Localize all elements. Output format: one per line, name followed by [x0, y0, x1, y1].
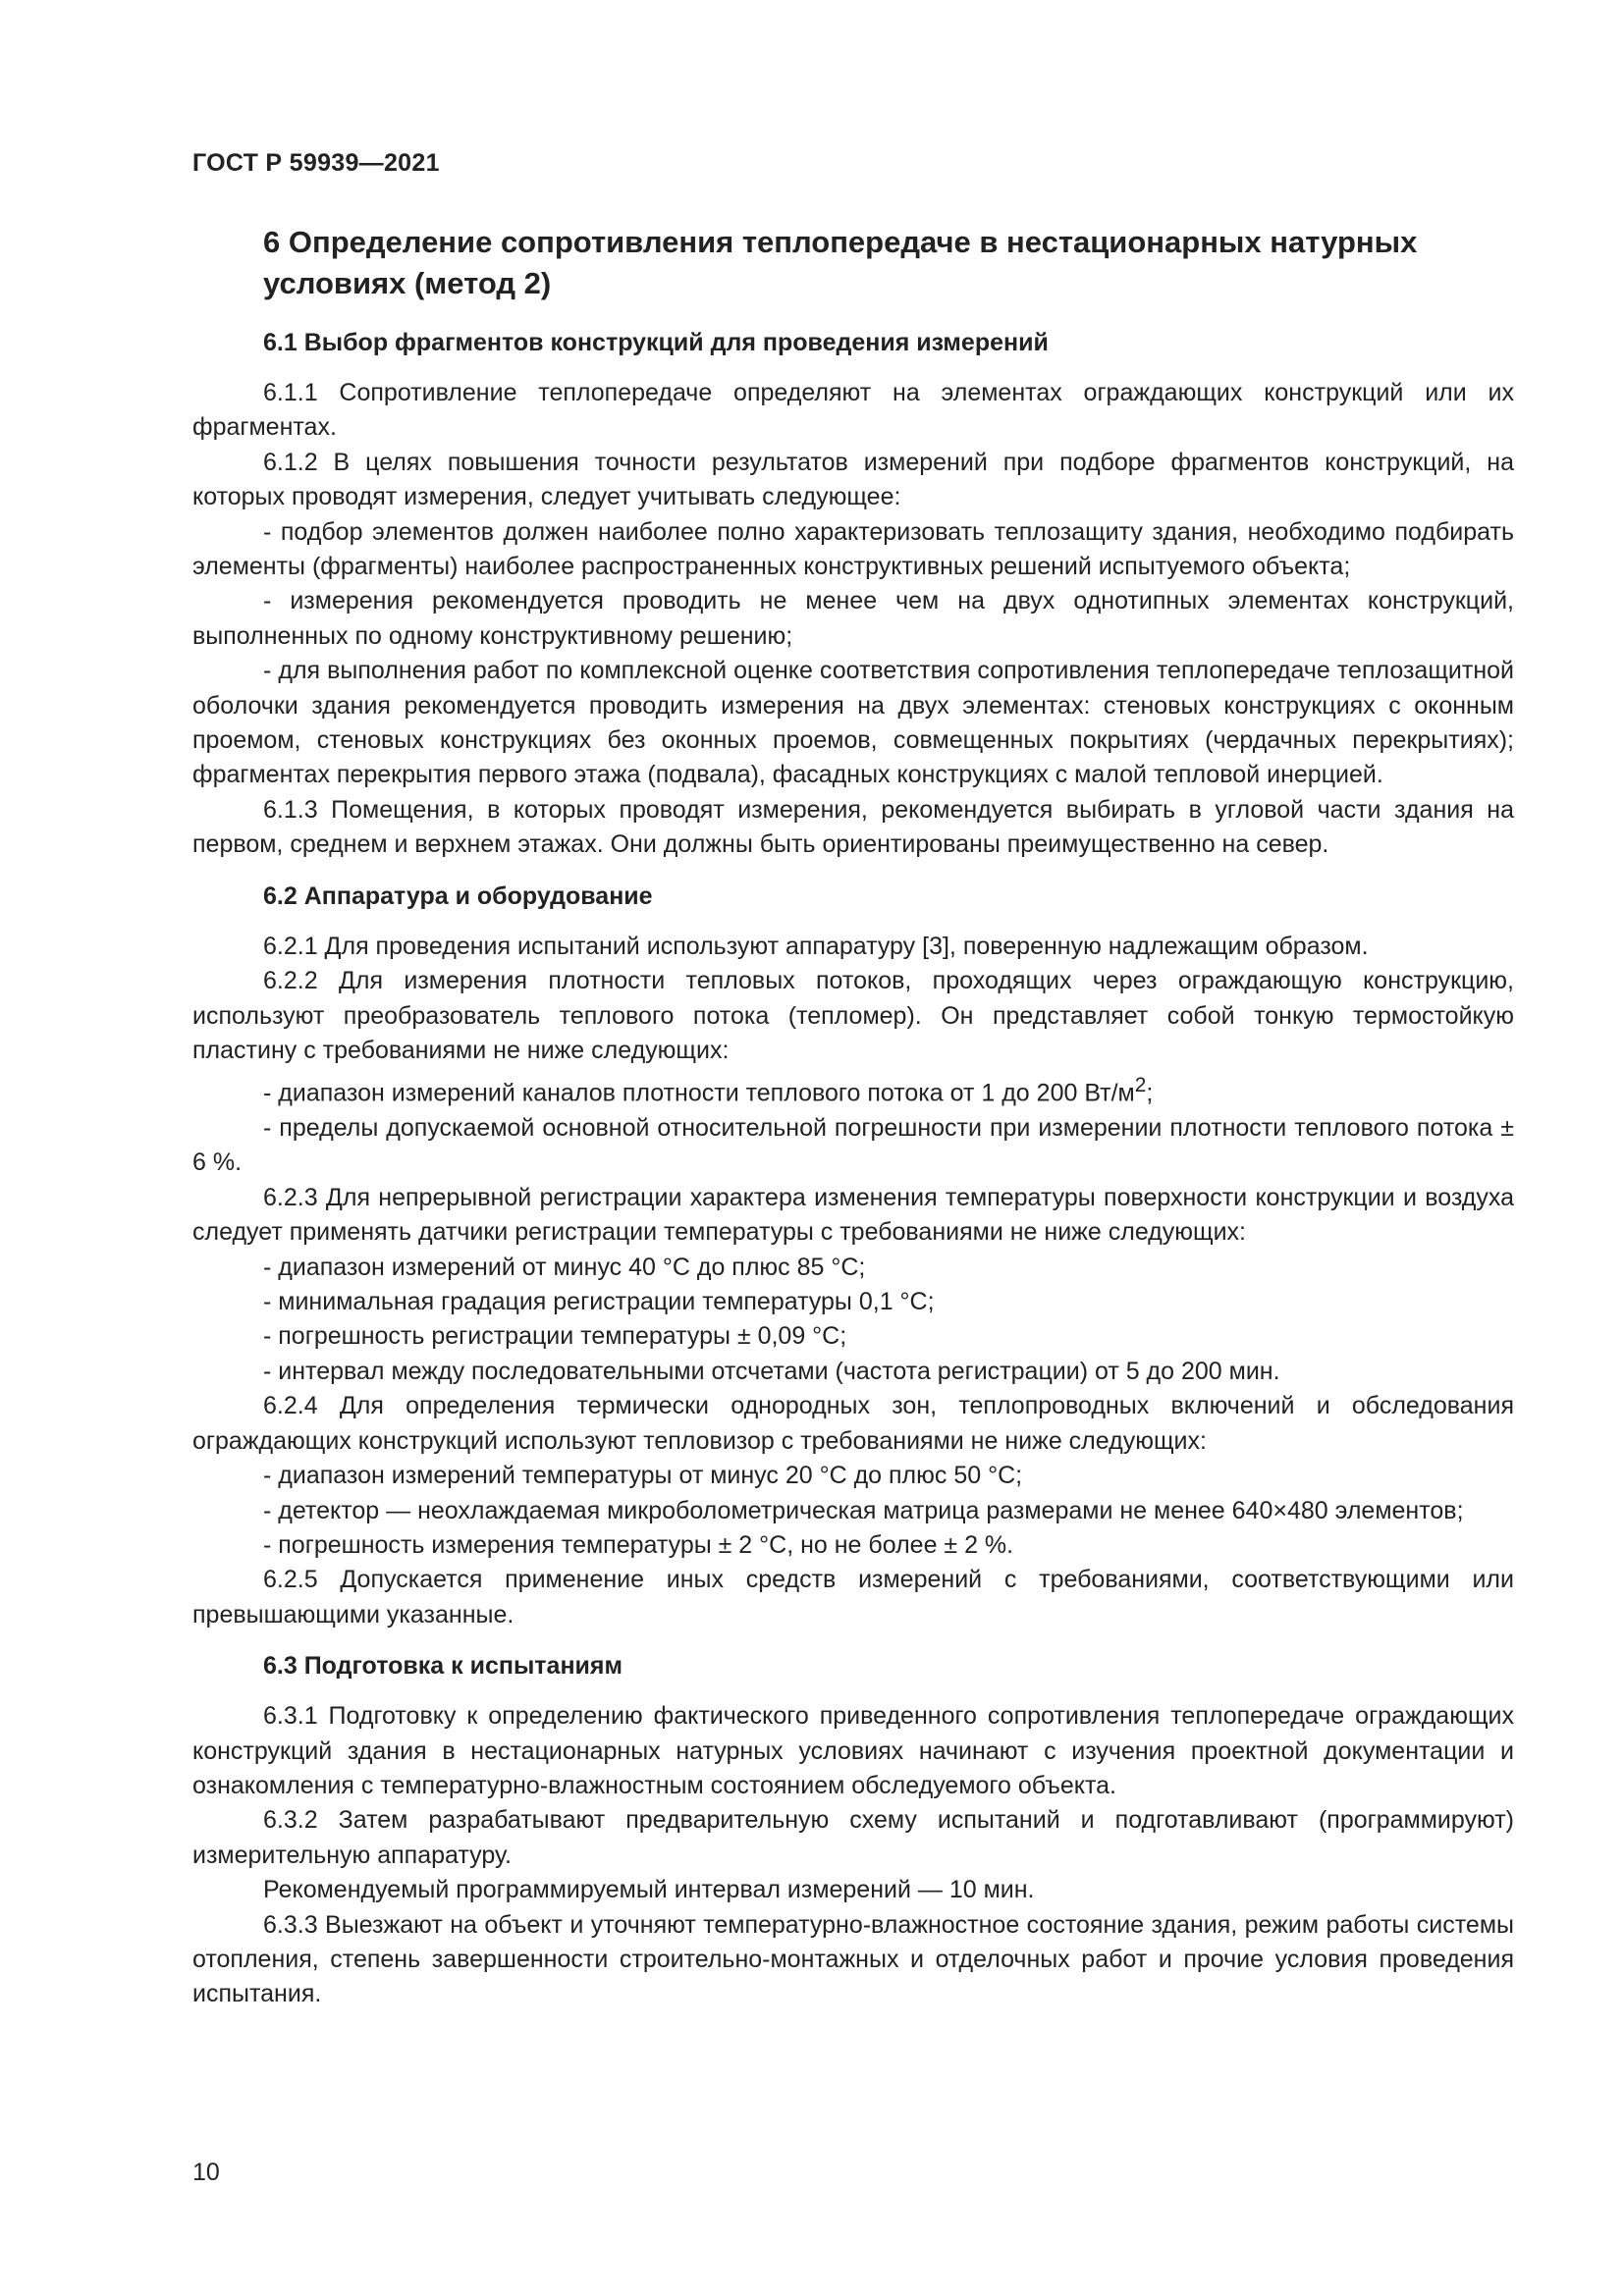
- page-number: 10: [192, 2159, 220, 2186]
- subsection-6-3-title: 6.3 Подготовка к испытаниям: [263, 1652, 623, 1681]
- paragraph-6-2-3: 6.2.3 Для непрерывной регистрации характера изменения температуры поверхности конструкции и воздуха следует применять датчики регистрации температуры с требованиями не ниже следующих:: [192, 1183, 1514, 1247]
- superscript-exponent: 2: [1134, 1074, 1147, 1097]
- list-item: - измерения рекомендуется проводить не менее чем на двух однотипных элементах конструкций, выполненных по одному конструктивному решению;: [192, 587, 1514, 650]
- paragraph-6-3-2: 6.3.2 Затем разрабатывают предварительную схему испытаний и подготавливают (программируют) измерительную аппаратуру.: [192, 1806, 1514, 1869]
- paragraph-6-2-4: 6.2.4 Для определения термически однородных зон, теплопроводных включений и обследования ограждающих конструкций используют тепловизор с требованиями не ниже следующих:: [192, 1392, 1514, 1455]
- list-item: - диапазон измерений от минус 40 °С до плюс 85 °С;: [263, 1253, 866, 1281]
- subsection-6-1-title: 6.1 Выбор фрагментов конструкций для проведения измерений: [263, 329, 1049, 356]
- paragraph-6-3-3: 6.3.3 Выезжают на объект и уточняют температурно-влажностное состояние здания, режим работы системы отопления, степень завершенности строительно-монтажных и отделочных работ и прочие условия проведения испытания.: [192, 1910, 1514, 2008]
- paragraph-6-3-1: 6.3.1 Подготовку к определению фактического приведенного сопротивления теплопередаче ограждающих конструкций здания в нестационарных натурных условиях начинают с изучения проектной документации и ознакомления с температурно-влажностным состоянием обследуемого объекта.: [192, 1702, 1514, 1799]
- page-content: [192, 222, 1514, 2012]
- list-item: - диапазон измерений температуры от минус 20 °С до плюс 50 °С;: [263, 1462, 1023, 1490]
- paragraph-recommended-interval: Рекомендуемый программируемый интервал измерений — 10 мин.: [263, 1876, 1035, 1904]
- list-item: [192, 1068, 1514, 1111]
- list-item: - детектор — неохлаждаемая микроболометрическая матрица размерами не менее 640×480 элементов;: [263, 1496, 1464, 1524]
- paragraph-6-2-5: 6.2.5 Допускается применение иных средств измерений с требованиями, соответствующими или превышающими указанные.: [192, 1566, 1514, 1629]
- list-item: - для выполнения работ по комплексной оценке соответствия сопротивления теплопередаче теплозащитной оболочки здания рекомендуется проводить измерения на двух элементах: стеновых конструкциях с оконным проемом, стеновых конструкциях без оконных проемов, совмещенных покрытиях (чердачных перекрытиях); фрагментах перекрытия первого этажа (подвала), фасадных конструкциях с малой тепловой инерцией.: [192, 657, 1514, 789]
- paragraph-6-1-1: 6.1.1 Сопротивление теплопередаче определяют на элементах ограждающих конструкций или их фрагментах.: [192, 379, 1514, 442]
- list-item: - интервал между последовательными отсчетами (частота регистрации) от 5 до 200 мин.: [263, 1357, 1280, 1385]
- paragraph-6-1-2: 6.1.2 В целях повышения точности результатов измерений при подборе фрагментов конструкций, на которых проводят измерения, следует учитывать следующее:: [192, 448, 1514, 511]
- paragraph-6-1-3: 6.1.3 Помещения, в которых проводят измерения, рекомендуется выбирать в угловой части здания на первом, среднем и верхнем этажах. Они должны быть ориентированы преимущественно на север.: [192, 795, 1514, 859]
- section-6-title: 6 Определение сопротивления теплопередаче в нестационарных натурных условиях (метод 2): [263, 225, 1418, 300]
- paragraph-6-2-2: 6.2.2 Для измерения плотности тепловых потоков, проходящих через ограждающую конструкцию, используют преобразователь теплового потока (тепломер). Он представляет собой тонкую термостойкую пластину с требованиями не ниже следующих:: [192, 967, 1514, 1064]
- list-item: - минимальная градация регистрации температуры 0,1 °С;: [263, 1288, 935, 1316]
- list-item: - подбор элементов должен наиболее полно характеризовать теплозащиту здания, необходимо подбирать элементы (фрагменты) наиболее распространенных конструктивных решений испытуемого объекта;: [192, 517, 1514, 581]
- list-item-text: - диапазон измерений каналов плотности теплового потока от 1 до 200 Вт/м: [263, 1079, 1135, 1107]
- list-item-end: ;: [1146, 1079, 1154, 1107]
- paragraph-6-2-1: 6.2.1 Для проведения испытаний используют аппаратуру [3], поверенную надлежащим образом.: [263, 932, 1369, 960]
- list-item: - погрешность регистрации температуры ± 0,09 °С;: [263, 1322, 847, 1351]
- document-code-header: ГОСТ Р 59939—2021: [192, 149, 440, 177]
- list-item: - пределы допускаемой основной относительной погрешности при измерении плотности теплового потока ± 6 %.: [192, 1114, 1514, 1177]
- list-item: - погрешность измерения температуры ± 2 °С, но не более ± 2 %.: [263, 1530, 1014, 1559]
- subsection-6-2-title: 6.2 Аппаратура и оборудование: [263, 881, 653, 910]
